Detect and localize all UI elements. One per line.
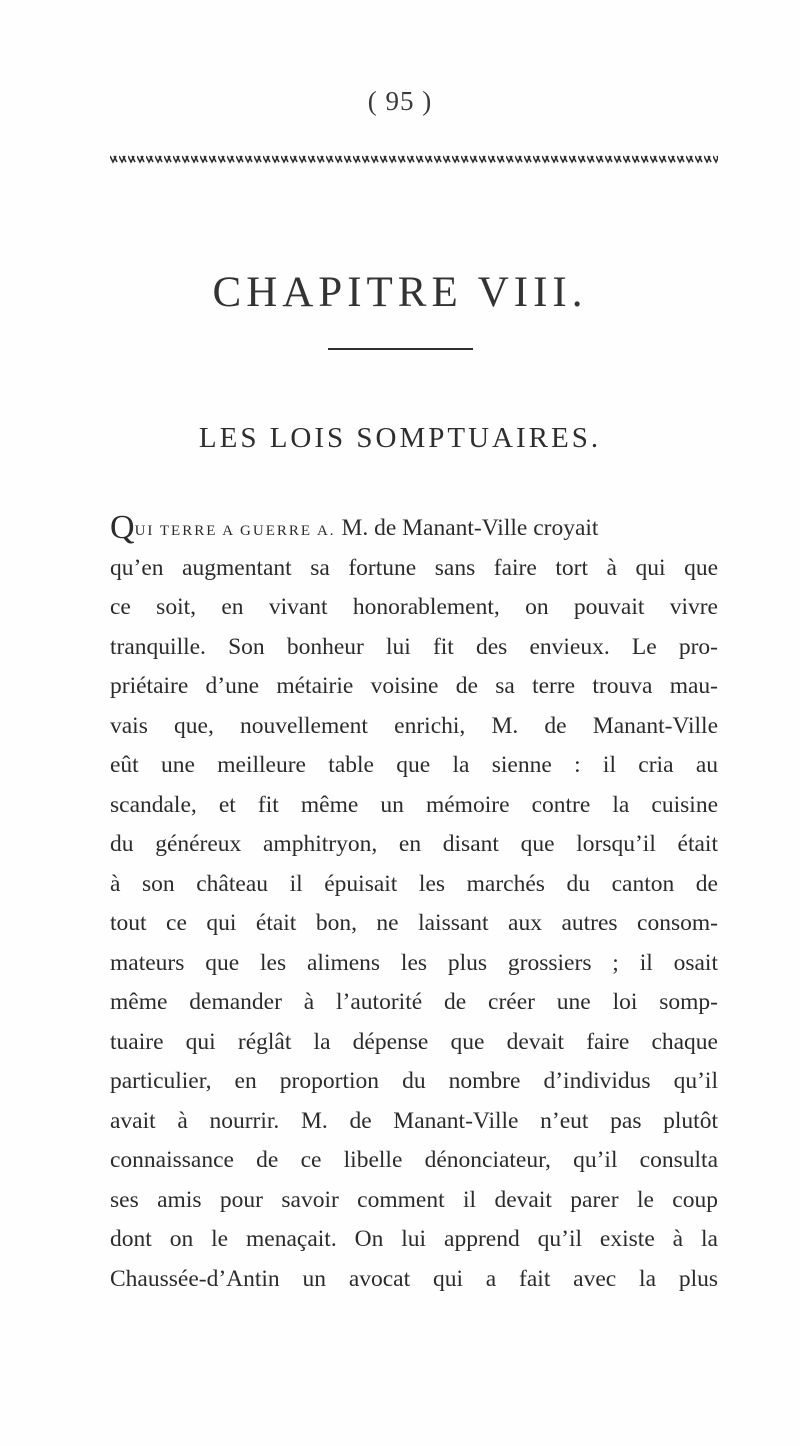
text-line: particulier, en proportion du nombre d’individus qu’il bbox=[110, 1068, 718, 1094]
title-divider bbox=[328, 348, 473, 350]
ornamental-rule bbox=[110, 148, 718, 170]
text-line: avait à nourrir. M. de Manant-Ville n’eut pas plutôt bbox=[110, 1107, 718, 1134]
text-line: mateurs que les alimens les plus grossiers ; il osait bbox=[110, 949, 718, 976]
body-text bbox=[110, 509, 718, 1299]
section-title: LES LOIS SOMPTUAIRES. bbox=[198, 422, 602, 454]
text-line: eût une meilleure table que la sienne : il cria au bbox=[110, 752, 718, 778]
text-line: tout ce qui était bon, ne laissant aux autres consom- bbox=[110, 910, 718, 936]
text-line: vais que, nouvellement enrichi, M. de Manant-Ville bbox=[110, 712, 718, 739]
text-line: qu’en augmentant sa fortune sans faire tort à qui que bbox=[110, 554, 718, 581]
text-line: Chaussée-d’Antin un avocat qui a fait avec la plus bbox=[110, 1265, 718, 1292]
text-line: même demander à l’autorité de créer une loi somp- bbox=[110, 989, 718, 1015]
drop-initial: Q bbox=[110, 509, 135, 546]
text-line: priétaire d’une métairie voisine de sa terre trouva mau- bbox=[110, 673, 718, 699]
text-line: scandale, et fit même un mémoire contre la cuisine bbox=[110, 791, 718, 818]
text-line: tuaire qui réglât la dépense que devait faire chaque bbox=[110, 1028, 718, 1055]
text-line: à son château il épuisait les marchés du canton de bbox=[110, 870, 718, 897]
text-line: connaissance de ce libelle dénonciateur, qu’il consulta bbox=[110, 1147, 718, 1173]
chapter-title: CHAPITRE VIII. bbox=[212, 269, 588, 316]
text-line: tranquille. Son bonheur lui fit des envieux. Le pro- bbox=[110, 633, 718, 660]
incipit-smallcaps: UI TERRE A GUERRE A. bbox=[134, 523, 336, 539]
incipit-rest: M. de Manant-Ville croyait bbox=[335, 515, 599, 541]
text-line: du généreux amphitryon, en disant que lorsqu’il était bbox=[110, 831, 718, 857]
text-line: ses amis pour savoir comment il devait parer le coup bbox=[110, 1186, 718, 1213]
text-line: dont on le menaçait. On lui apprend qu’il existe à la bbox=[110, 1226, 718, 1252]
incipit-line bbox=[110, 509, 718, 549]
text-line: ce soit, en vivant honorablement, on pouvait vivre bbox=[110, 594, 718, 620]
page-number: ( 95 ) bbox=[367, 86, 433, 116]
